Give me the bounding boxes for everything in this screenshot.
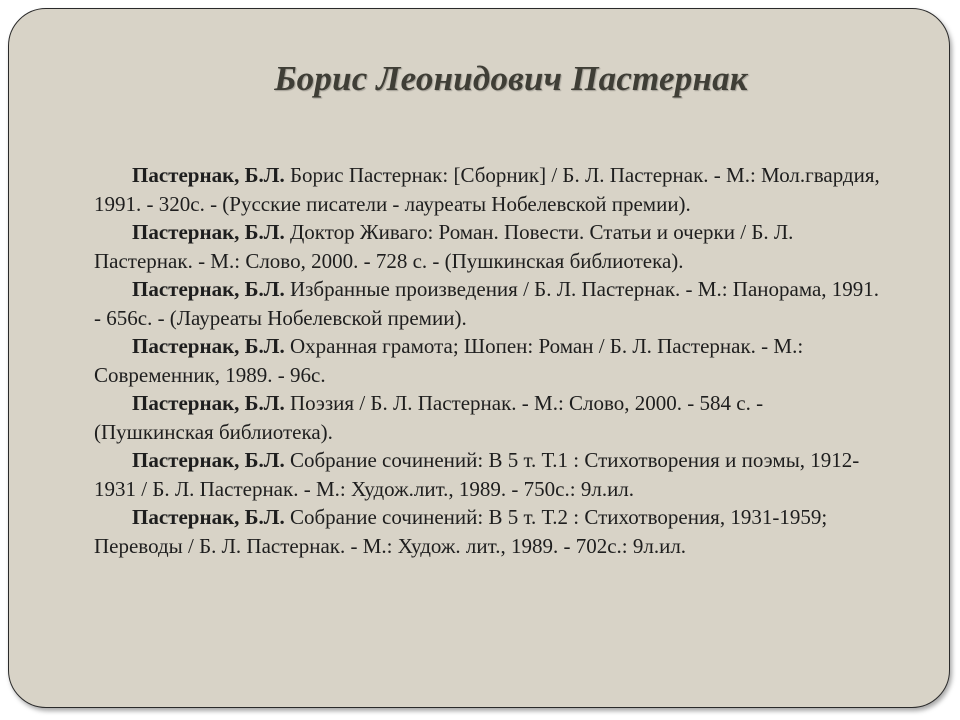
entry-text: Доктор Живаго: Роман. Повести. Статьи и очерки / Б. Л. Пастернак. - М.: Слово, 2000. - 728 с. - (Пушкинская библиотека). [94,220,794,273]
entry-text: Избранные произведения / Б. Л. Пастернак. - М.: Панорама, 1991. - 656с. - (Лауреаты Нобелевской премии). [94,277,880,330]
bibliography-entry [94,503,886,560]
entry-text: Собрание сочинений: В 5 т. Т.1 : Стихотворения и поэмы, 1912-1931 / Б. Л. Пастернак. - М.: Худож.лит., 1989. - 750с.: 9л.ил. [94,448,860,501]
entry-text: Поэзия / Б. Л. Пастернак. - М.: Слово, 2000. - 584 с. - (Пушкинская библиотека). [94,391,764,444]
slide-title: Борис Леонидович Пастернак [274,59,748,98]
entry-text: Борис Пастернак: [Сборник] / Б. Л. Пастернак. - М.: Мол.гвардия, 1991. - 320с. - (Русские писатели - лауреаты Нобелевской премии). [94,163,880,216]
bibliography-entry [94,218,886,275]
entry-author: Пастернак, Б.Л. [132,334,285,358]
entry-text: Собрание сочинений: В 5 т. Т.2 : Стихотворения, 1931-1959; Переводы / Б. Л. Пастернак. - М.: Худож. лит., 1989. - 702с.: 9л.ил. [94,505,828,558]
entry-author: Пастернак, Б.Л. [132,391,285,415]
slide-panel [8,8,950,708]
entry-author: Пастернак, Б.Л. [132,163,285,187]
entry-author: Пастернак, Б.Л. [132,448,285,472]
entry-author: Пастернак, Б.Л. [132,220,285,244]
entry-author: Пастернак, Б.Л. [132,505,285,529]
bibliography-entry [94,161,886,218]
entry-author: Пастернак, Б.Л. [132,277,285,301]
entry-text: Охранная грамота; Шопен: Роман / Б. Л. Пастернак. - М.: Современник, 1989. - 96с. [94,334,804,387]
bibliography-entry [94,446,886,503]
bibliography-entry [94,275,886,332]
bibliography-entry [94,332,886,389]
bibliography-entry [94,389,886,446]
bibliography-list [94,161,886,560]
